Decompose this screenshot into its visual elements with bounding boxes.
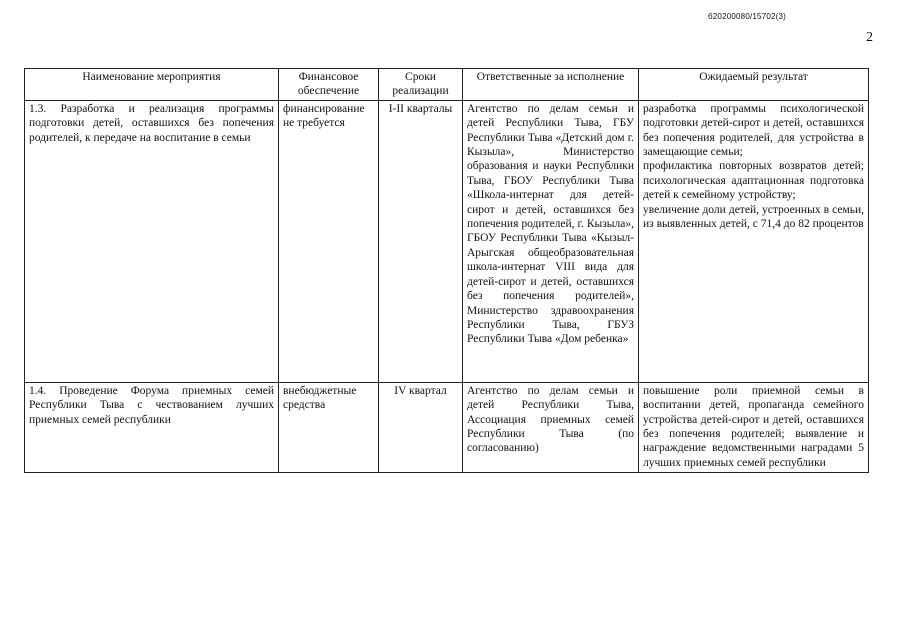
- table-row: [25, 100, 869, 382]
- row-finance: финансирование не требуется: [279, 100, 379, 382]
- activities-table: [24, 68, 869, 473]
- row-activity-name: 1.4. Проведение Форума приемных семей Республики Тыва с чествованием лучших приемных семей республики: [25, 382, 279, 472]
- row-period: I-II кварталы: [379, 100, 463, 382]
- table-header-row: [25, 69, 869, 101]
- column-header-responsible: Ответственные за исполнение: [463, 69, 639, 101]
- result-item: увеличение доли детей, устроенных в семьи, из выявленных детей, с 71,4 до 82 процентов: [643, 203, 864, 231]
- row-activity-name: 1.3. Разработка и реализация программы подготовки детей, оставшихся без попечения родителей, к передаче на воспитание в семьи: [25, 100, 279, 382]
- row-results: [639, 382, 869, 472]
- column-header-finance: Финансовое обеспечение: [279, 69, 379, 101]
- table-row: [25, 382, 869, 472]
- row-responsible: Агентство по делам семьи и детей Республики Тыва, Ассоциация приемных семей Республики Тыва (по согласованию): [463, 382, 639, 472]
- column-header-result: Ожидаемый результат: [639, 69, 869, 101]
- column-header-period: Сроки реализации: [379, 69, 463, 101]
- row-results: [639, 100, 869, 382]
- result-item: разработка программы психологической подготовки детей-сирот и детей, оставшихся без попечения родителей, для устройства в замещающие семьи;: [643, 102, 864, 159]
- row-responsible: Агентство по делам семьи и детей Республики Тыва, ГБУ Республики Тыва «Детский дом г. Кызыла», Министерство образования и науки Республики Тыва, ГБОУ Республики Тыва «Школа-интернат для детей-сирот и детей, оставшихся без попечения родителей, г. Кызыла», ГБОУ Республики Тыва «Кызыл-Арыгская общеобразовательная школа-интернат VIII вида для детей-сирот и детей, оставшихся без попечения родителей», Министерство здравоохранения Республики Тыва, ГБУЗ Республики Тыва «Дом ребенка»: [463, 100, 639, 382]
- page-number: 2: [866, 30, 873, 45]
- row-finance: внебюджетные средства: [279, 382, 379, 472]
- result-item: профилактика повторных возвратов детей; психологическая адаптационная подготовка детей к семейному устройству;: [643, 160, 864, 202]
- column-header-name: Наименование мероприятия: [25, 69, 279, 101]
- result-item: повышение роли приемной семьи в воспитании детей, пропаганда семейного устройства детей-сирот и детей, оставшихся без попечения родителей; выявление и награждение ведомственными наградами 5 лучших приемных семей республики: [643, 384, 864, 469]
- row-period: IV квартал: [379, 382, 463, 472]
- document-number: б20200080/15702(3): [708, 12, 787, 21]
